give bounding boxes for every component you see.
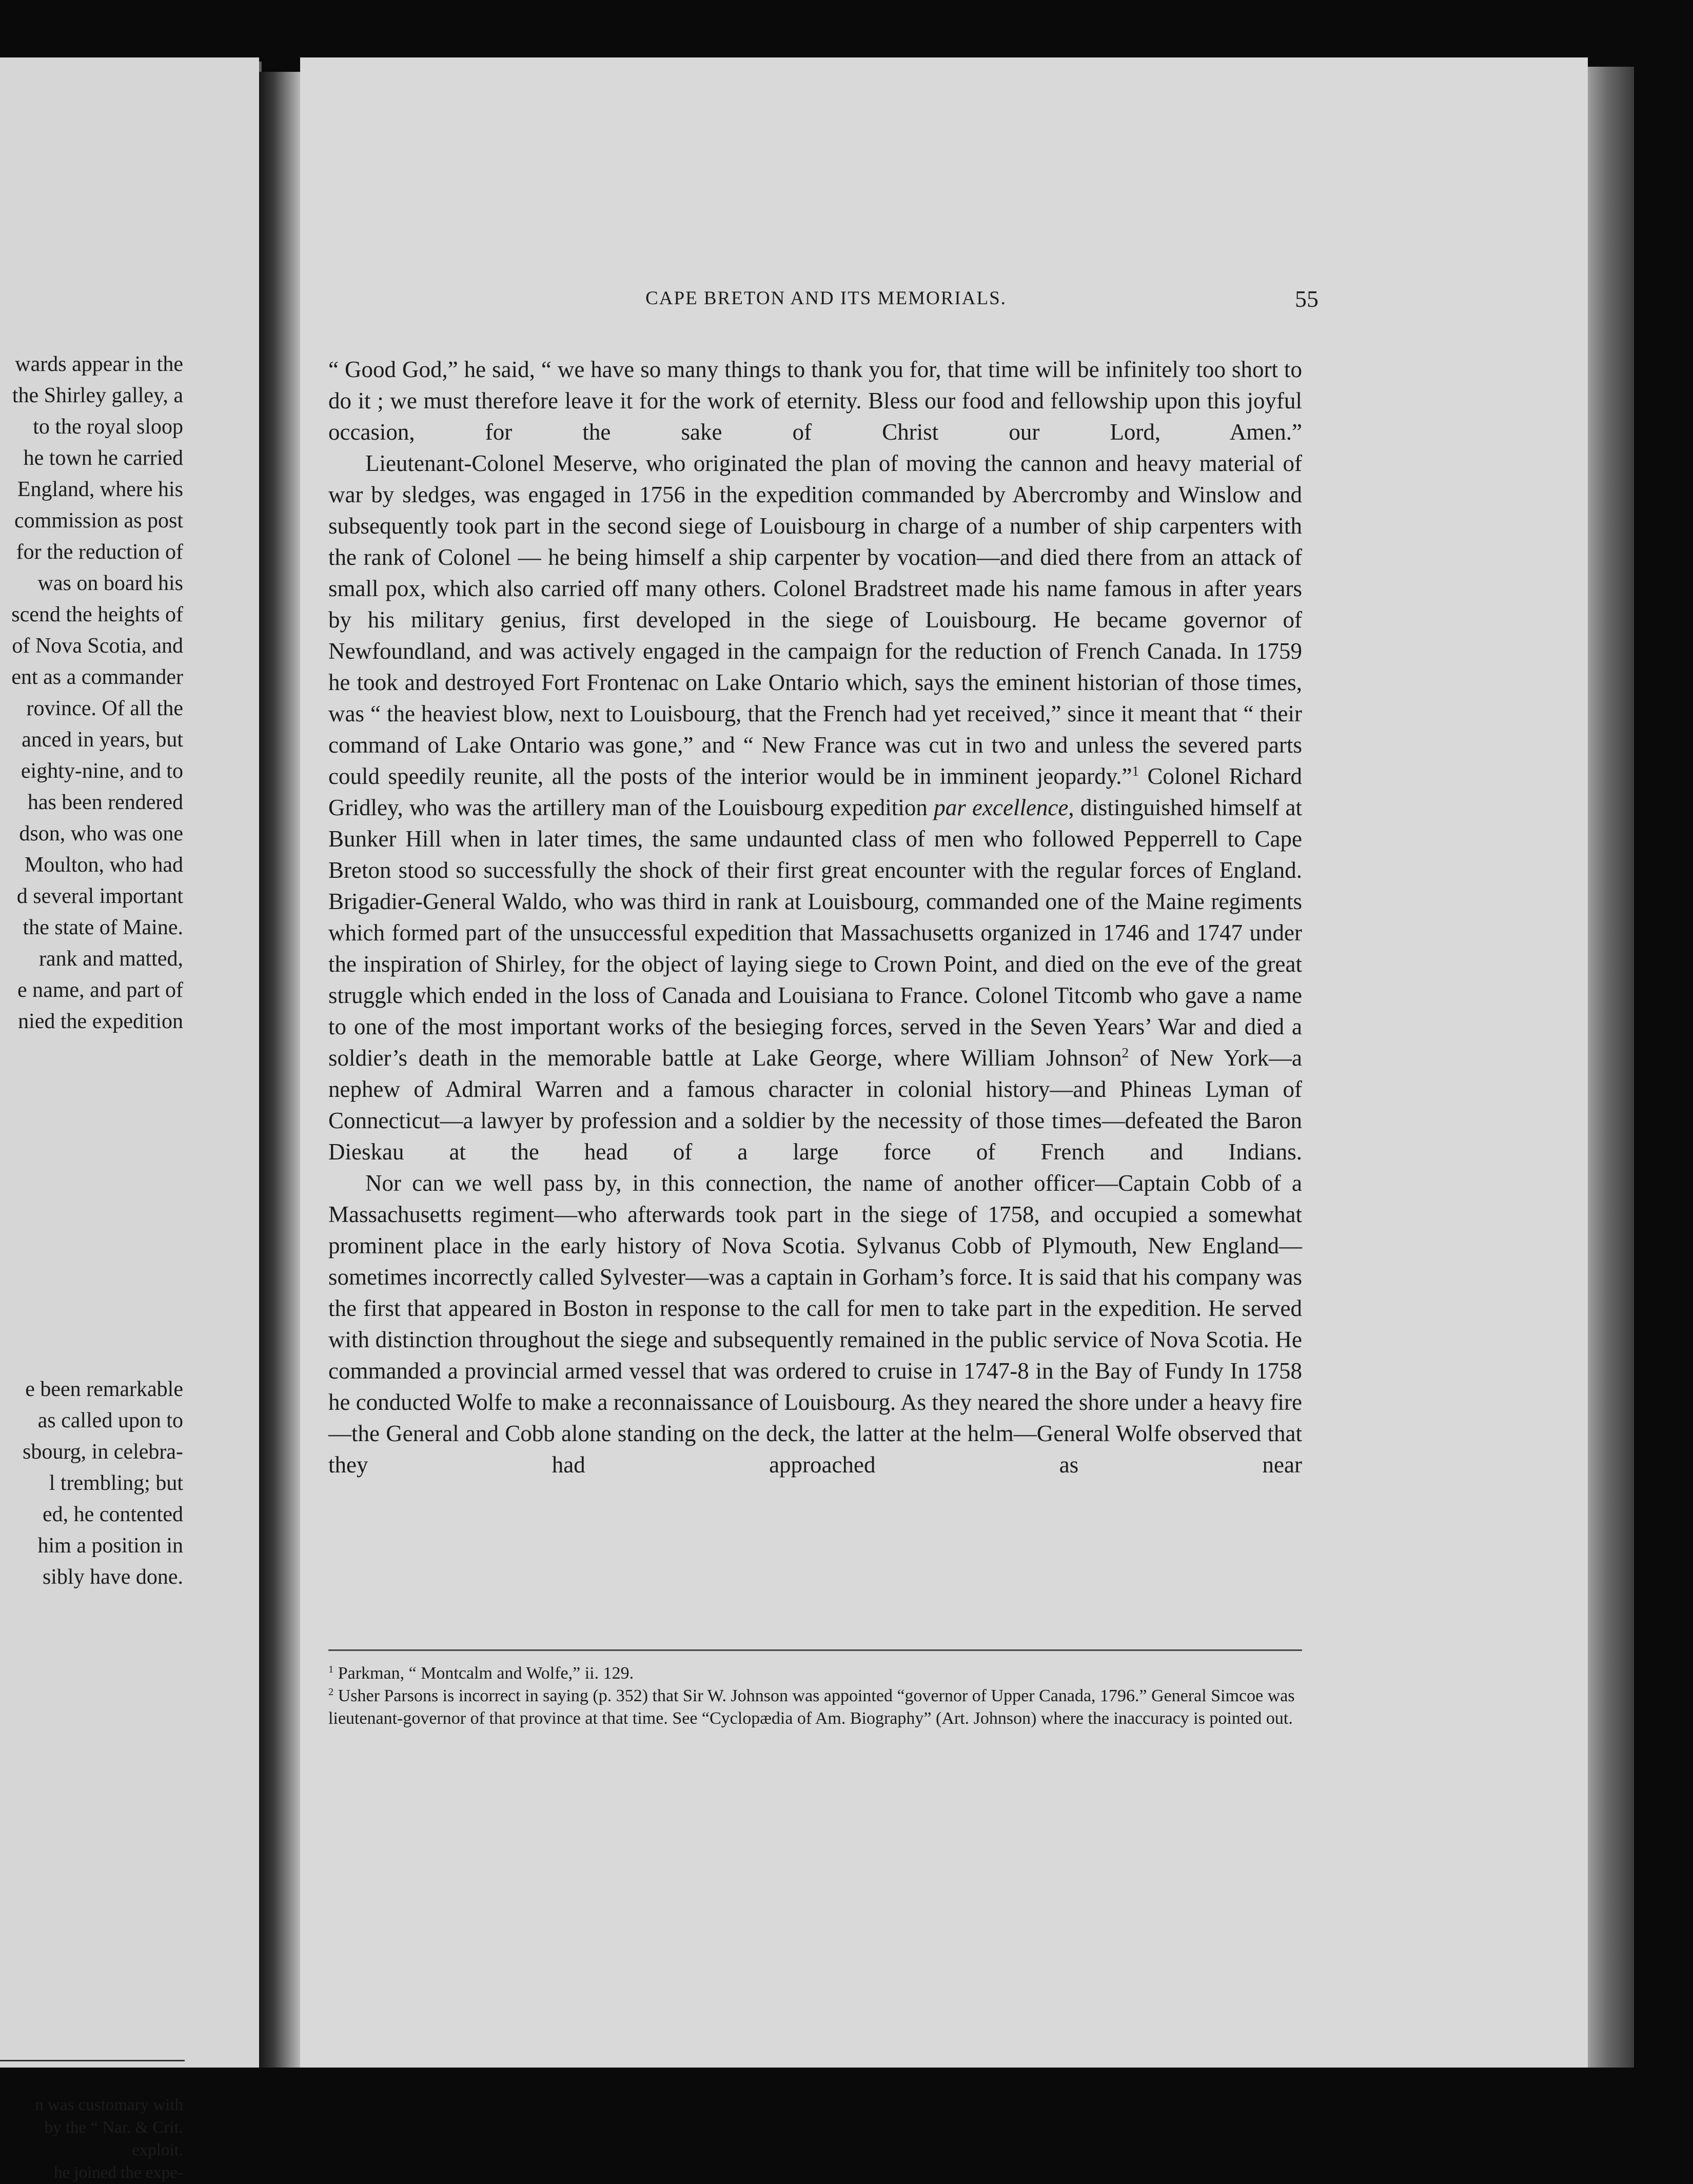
body-text (328, 354, 1302, 1481)
footnote-ref-2: 2 (1121, 1045, 1129, 1060)
paragraph-2-part-3: , distinguished himself at Bunker Hill when in later times, the same undaunted class of men who followed Pepperrell to Cape Breton stood so successfully the shock of their first great encounter with the regular forces of England. Brigadier-General Waldo, who was third in rank at Louisbourg, commanded one of the Maine regiments which formed part of the unsuccessful expedition that Massachusetts organized in 1746 and 1747 under the inspiration of Shirley, for the object of laying siege to Crown Point, and died on the eve of the great struggle which ended in the loss of Canada and Louisiana to France. Colonel Titcomb who gave a name to one of the most important works of the besieging forces, served in the Seven Years’ War and died a soldier’s death in the memorable battle at Lake George, where William Johnson (328, 795, 1302, 1071)
left-page-line: Moulton, who had (24, 853, 183, 877)
footnote-1-mark: 1 (328, 1663, 334, 1675)
left-page-line: scend the heights of (11, 603, 183, 626)
footnote-1 (328, 1662, 1302, 1685)
paragraph-2 (328, 448, 1302, 1168)
italic-phrase: par excellence (934, 795, 1069, 820)
paragraph-3: Nor can we well pass by, in this connection, the name of another officer—Captain Cobb of a Massachusetts regiment—who afterwards took part in the siege of 1758, and occupied a somewhat prominent place in the early history of Nova Scotia. Sylvanus Cobb of Plymouth, New England—sometimes incorrectly called Sylvester—was a captain in Gorham’s force. It is said that his company was the first that appeared in Boston in response to the call for men to take part in the expedition. He served with distinction throughout the siege and subsequently remained in the public service of Nova Scotia. He commanded a provincial armed vessel that was ordered to cruise in 1747-8 in the Bay of Fundy In 1758 he conducted Wolfe to make a reconnaissance of Louisbourg. As they neared the shore under a heavy fire—the General and Cobb alone standing on the deck, the latter at the helm—General Wolfe observed that they had approached as near (328, 1170, 1302, 1478)
left-page-line: ed, he contented (42, 1503, 183, 1526)
footnote-rule (328, 1649, 1302, 1651)
page-edge-shadow (1588, 67, 1634, 2068)
left-page-line: d several important (16, 884, 183, 908)
footnote-ref-1: 1 (1132, 763, 1139, 779)
left-page-line: rovince. Of all the (26, 697, 183, 720)
left-page-line: sbourg, in celebra- (23, 1440, 183, 1464)
paragraph-2-part-2: Colonel Richard Gridley, who was the artillery man of the Louisbourg expedition (328, 763, 1302, 820)
left-page-line: rank and matted, (38, 947, 183, 971)
footnote-2-mark: 2 (328, 1686, 334, 1698)
left-page-line: he joined the expe- (54, 2163, 183, 2182)
footnote-2 (328, 1685, 1302, 1730)
scan-border (0, 2068, 1693, 2091)
running-head: CAPE BRETON AND ITS MEMORIALS. (645, 288, 1007, 309)
left-page-line: nied the expedition (18, 1010, 183, 1033)
left-page-fragment (0, 57, 259, 2182)
left-page-line: has been rendered (27, 791, 183, 814)
left-footnote-rule (0, 2060, 185, 2061)
left-page-line: dson, who was one (19, 822, 183, 845)
left-page-line: him a position in (37, 1534, 183, 1558)
left-page-line: of Nova Scotia, and (12, 634, 183, 658)
left-page-line: the Shirley galley, a (12, 384, 183, 407)
left-page-line: the state of Maine. (23, 916, 183, 939)
left-page-line: for the reduction of (16, 540, 183, 564)
left-page-line: by the “ Nar. & Crit. (44, 2118, 183, 2137)
paragraph-2-part-4: of New York—a nephew of Admiral Warren and a famous character in colonial history—and Phineas Lyman of Connecticut—a lawyer by profession and a soldier by the necessity of those times—defeated the Baron Dieskau at the head of a large force of French and Indians. (328, 1045, 1302, 1165)
page-number: 55 (1295, 286, 1318, 312)
left-page-line: England, where his (17, 478, 183, 501)
left-page-line: wards appear in the (15, 352, 183, 376)
left-page-line: he town he carried (23, 446, 183, 470)
footnote-2-text: Usher Parsons is incorrect in saying (p. 352) that Sir W. Johnson was appointed “governor of Upper Canada, 1796.” General Simcoe was lieutenant-governor of that province at that time. See “Cyclopædia of Am. Biography” (Art. Johnson) where the inaccuracy is pointed out. (328, 1686, 1295, 1728)
book-gutter (259, 72, 300, 2073)
left-page-line: sibly have done. (42, 1565, 183, 1589)
left-page-line: anced in years, but (22, 728, 183, 752)
left-page-line: n was customary with (35, 2096, 183, 2114)
left-page-line: to the royal sloop (33, 415, 183, 439)
left-page-line: commission as post (14, 509, 183, 533)
left-page-line: exploit. (132, 2141, 183, 2159)
left-page-line: eighty-nine, and to (21, 759, 183, 783)
paragraph-1: “ Good God,” he said, “ we have so many things to thank you for, that time will be infinitely too short to do it ; we must therefore leave it for the work of eternity. Bless our food and fellowship upon this joyful occasion, for the sake of Christ our Lord, Amen.” (328, 357, 1302, 445)
left-page-line: e been remarkable (25, 1378, 183, 1401)
left-page-line: l trembling; but (49, 1471, 183, 1495)
paragraph-2-part-1: Lieutenant-Colonel Meserve, who originated the plan of moving the cannon and heavy material of war by sledges, was engaged in 1756 in the expedition commanded by Abercromby and Winslow and subsequently took part in the second siege of Louisbourg in charge of a number of ship carpenters with the rank of Colonel — he being himself a ship carpenter by vocation—and died there from an attack of small pox, which also carried off many others. Colonel Bradstreet made his name famous in after years by his military genius, first developed in the siege of Louisbourg. He became governor of Newfoundland, and was actively engaged in the campaign for the reduction of French Canada. In 1759 he took and destroyed Fort Frontenac on Lake Ontario which, says the eminent historian of those times, was “ the heaviest blow, next to Louisbourg, that the French had yet received,” since it meant that “ their command of Lake Ontario was gone,” and “ New France was cut in two and unless the severed parts could speedily reunite, all the posts of the interior would be in imminent jeopardy.” (328, 450, 1302, 789)
footnotes (328, 1662, 1302, 1730)
left-page-line: e name, and part of (17, 978, 183, 1002)
footnote-1-text: Parkman, “ Montcalm and Wolfe,” ii. 129. (333, 1664, 634, 1683)
left-page-line: was on board his (37, 572, 183, 595)
left-page-line: as called upon to (37, 1409, 183, 1432)
left-page-line: ent as a commander (11, 665, 183, 689)
